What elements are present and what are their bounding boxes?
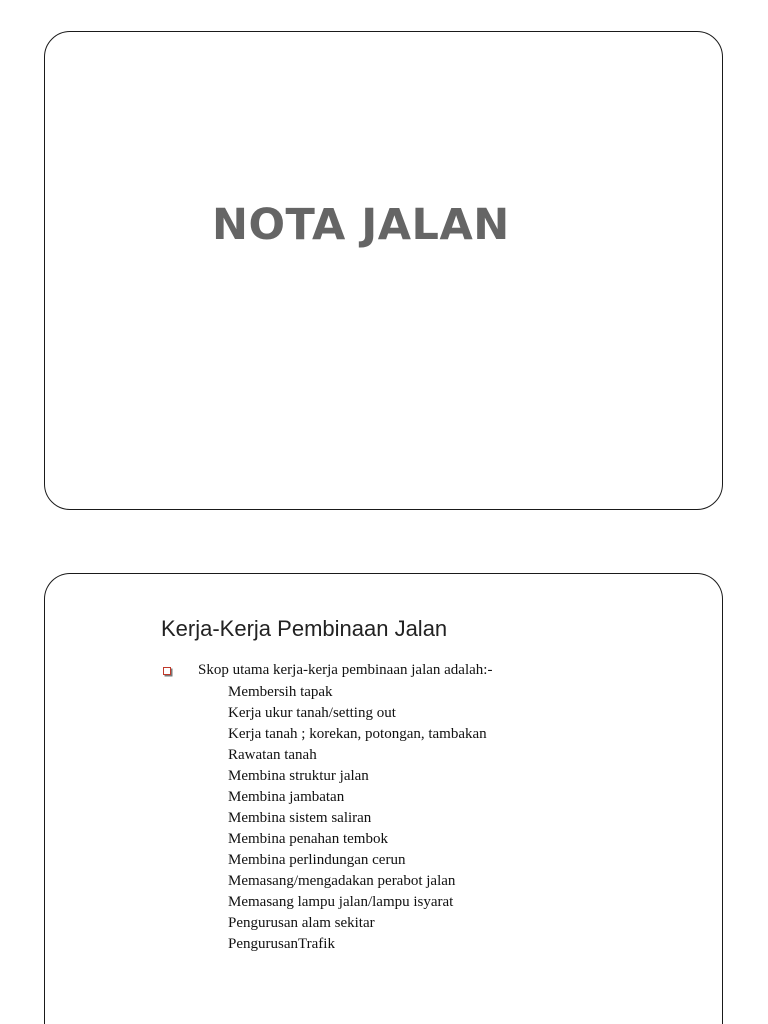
list-item: Kerja tanah ; korekan, potongan, tambakan <box>228 726 487 742</box>
list-item: Membersih tapak <box>228 684 333 700</box>
list-item: Rawatan tanah <box>228 747 317 763</box>
sub-item-list <box>228 682 487 955</box>
square-bullet-icon <box>163 667 171 675</box>
list-item: Membina penahan tembok <box>228 831 388 847</box>
list-item: Membina perlindungan cerun <box>228 852 406 868</box>
list-item: Memasang lampu jalan/lampu isyarat <box>228 894 454 910</box>
list-item: PengurusanTrafik <box>228 936 335 952</box>
title-slide <box>44 31 723 510</box>
bullet-item <box>163 662 492 679</box>
list-item: Kerja ukur tanah/setting out <box>228 705 396 721</box>
list-item: Membina jambatan <box>228 789 345 805</box>
bullet-text: Skop utama kerja-kerja pembinaan jalan adalah:- <box>198 662 493 678</box>
list-item: Pengurusan alam sekitar <box>228 915 375 931</box>
list-item: Membina sistem saliran <box>228 810 372 826</box>
content-slide <box>44 573 723 1024</box>
slide-heading: Kerja-Kerja Pembinaan Jalan <box>161 616 448 641</box>
slide-title: NOTA JALAN <box>212 200 510 250</box>
list-item: Membina struktur jalan <box>228 768 369 784</box>
list-item: Memasang/mengadakan perabot jalan <box>228 873 456 889</box>
